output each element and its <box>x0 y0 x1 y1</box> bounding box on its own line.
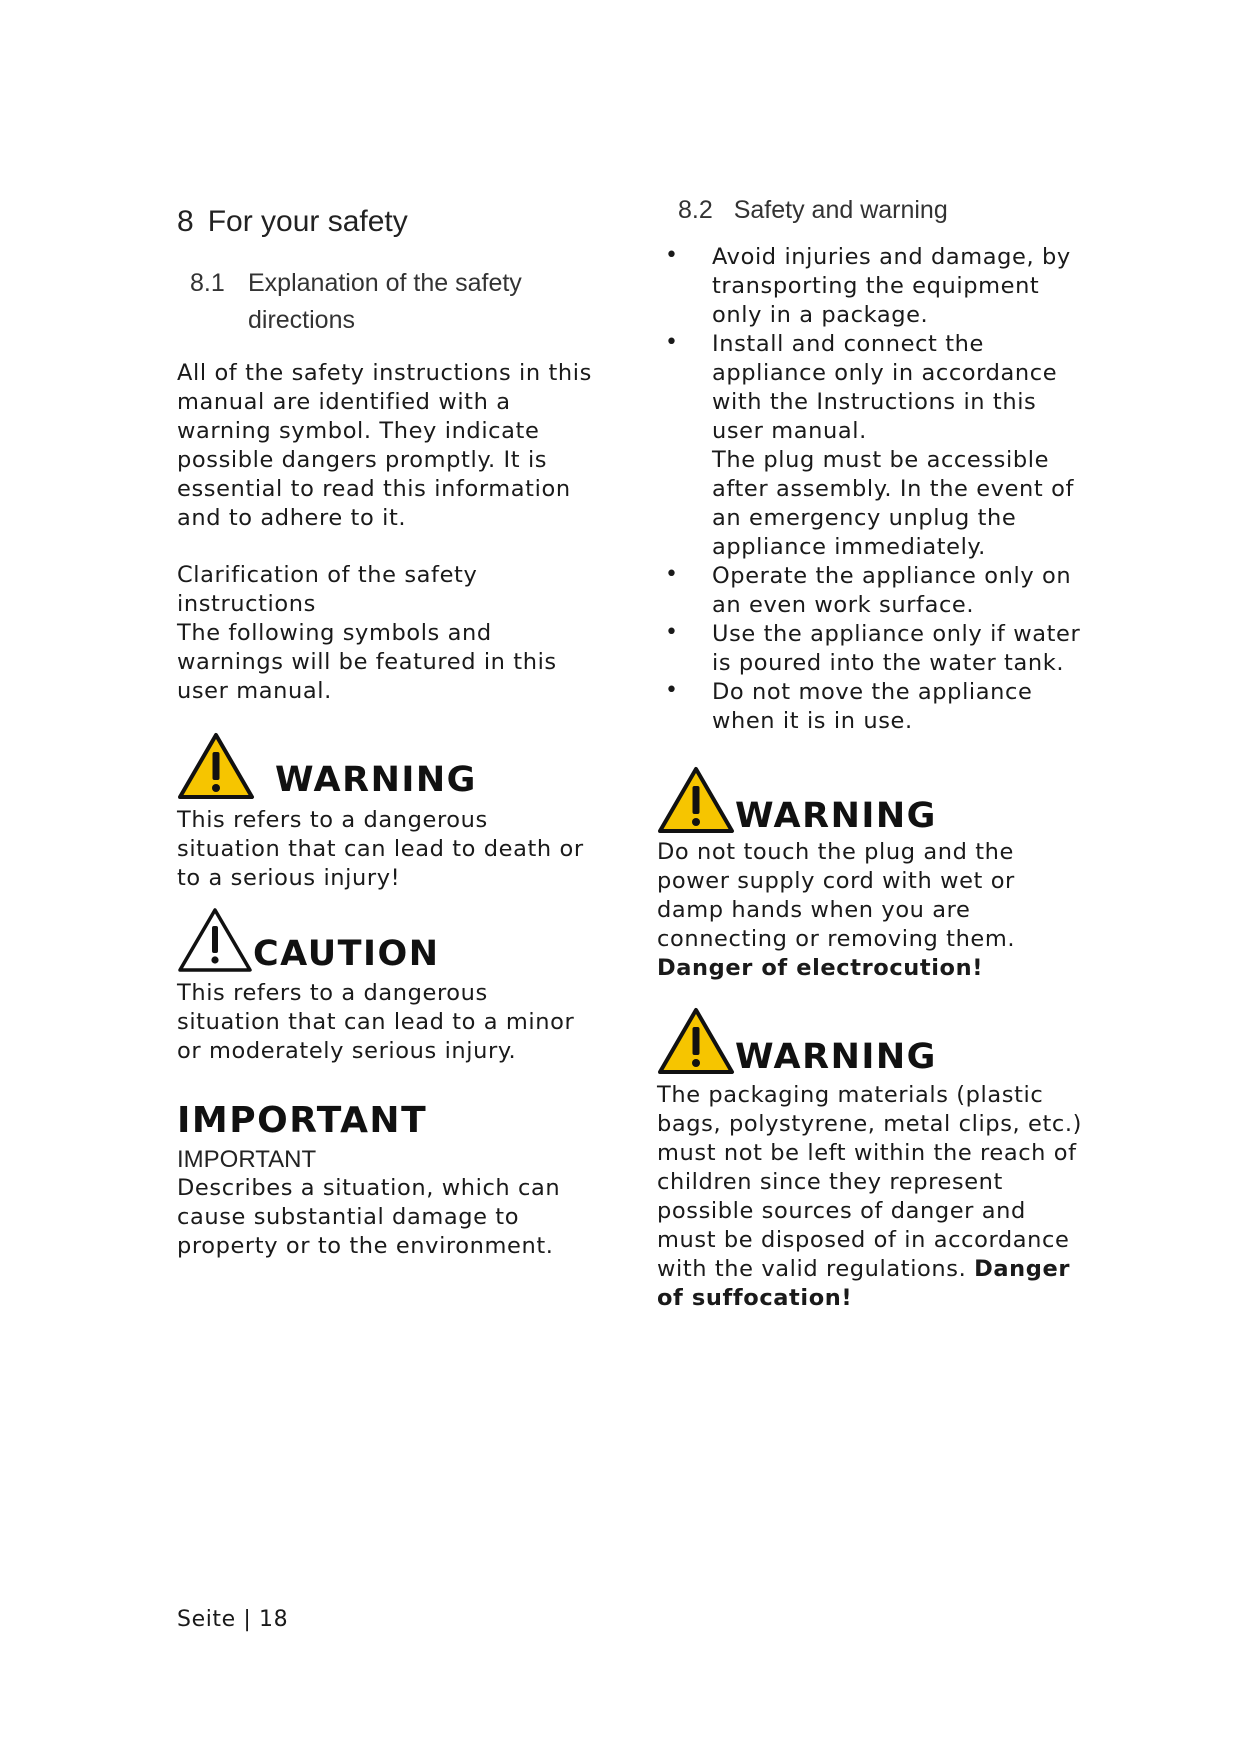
list-item: • Use the appliance only if water is poured into the water tank. <box>699 620 1083 678</box>
section-title: For your safety <box>207 205 408 238</box>
warning-2-emphasis: Danger of suffocation! <box>657 1256 1071 1311</box>
warning-label: WARNING <box>275 760 477 800</box>
section-heading <box>177 205 597 239</box>
caution-sign <box>177 907 597 973</box>
subsection-title-line2: directions <box>248 306 355 334</box>
page-footer: Seite | 18 <box>177 1607 289 1632</box>
warning-1-text: Do not touch the plug and the power supply cord with wet or damp hands when you are connecting or removing them. <box>657 839 1016 952</box>
intro-paragraph: All of the safety instructions in this manual are identified with a warning symbol. They indicate possible dangers promptly. It is essential to read this information and to adhere to it. <box>177 360 592 531</box>
subsection-number: 8.2 <box>678 196 713 224</box>
warning-sign-2 <box>657 1007 1083 1075</box>
subsection-number: 8.1 <box>190 269 225 297</box>
safety-bullet-list <box>663 243 1083 736</box>
warning-triangle-icon <box>657 766 735 834</box>
caution-triangle-icon <box>177 907 253 973</box>
important-sublabel: IMPORTANT <box>177 1146 317 1173</box>
bullet-extra-note: The plug must be accessible after assembly. In the event of an emergency unplug the appliance immediately. <box>712 447 1074 560</box>
warning-label: WARNING <box>735 1037 937 1077</box>
clarification-text: The following symbols and warnings will be featured in this user manual. <box>177 620 557 704</box>
warning-1-emphasis: Danger of electrocution! <box>657 955 984 981</box>
subsection-title: Safety and warning <box>733 196 948 224</box>
left-column <box>177 205 597 1261</box>
clarification-title: Clarification of the safety instructions <box>177 562 478 617</box>
warning-sign-1 <box>657 766 1083 834</box>
subsection-title-line1: Explanation of the safety <box>248 269 522 297</box>
caution-label: CAUTION <box>253 934 440 974</box>
subsection-heading-8-2 <box>678 193 1083 227</box>
subsection-heading-8-1 <box>190 265 597 339</box>
list-item: • Operate the appliance only on an even work surface. <box>699 562 1083 620</box>
warning-triangle-icon <box>657 1007 735 1075</box>
right-column <box>657 193 1083 1313</box>
important-description: Describes a situation, which can cause substantial damage to property or to the environment. <box>177 1175 561 1259</box>
warning-sign <box>177 732 597 800</box>
important-heading: IMPORTANT <box>177 1100 428 1141</box>
warning-label: WARNING <box>735 796 937 836</box>
list-item: • Avoid injuries and damage, by transporting the equipment only in a package. <box>699 243 1083 330</box>
warning-2-text: The packaging materials (plastic bags, polystyrene, metal clips, etc.) must not be left within the reach of children since they represent possible sources of danger and must be disposed of in accordance with the valid regulations. <box>657 1082 1082 1282</box>
list-item: • Install and connect the appliance only in accordance with the Instructions in this user manual. The plug must be accessible after assembly. In the event of an emergency unplug the appliance immediately. <box>699 330 1083 562</box>
list-item: • Do not move the appliance when it is in use. <box>699 678 1083 736</box>
caution-description: This refers to a dangerous situation that can lead to a minor or moderately serious injury. <box>177 980 575 1064</box>
warning-description: This refers to a dangerous situation that can lead to death or to a serious injury! <box>177 807 584 891</box>
warning-triangle-icon <box>177 732 255 800</box>
section-number: 8 <box>177 205 194 238</box>
